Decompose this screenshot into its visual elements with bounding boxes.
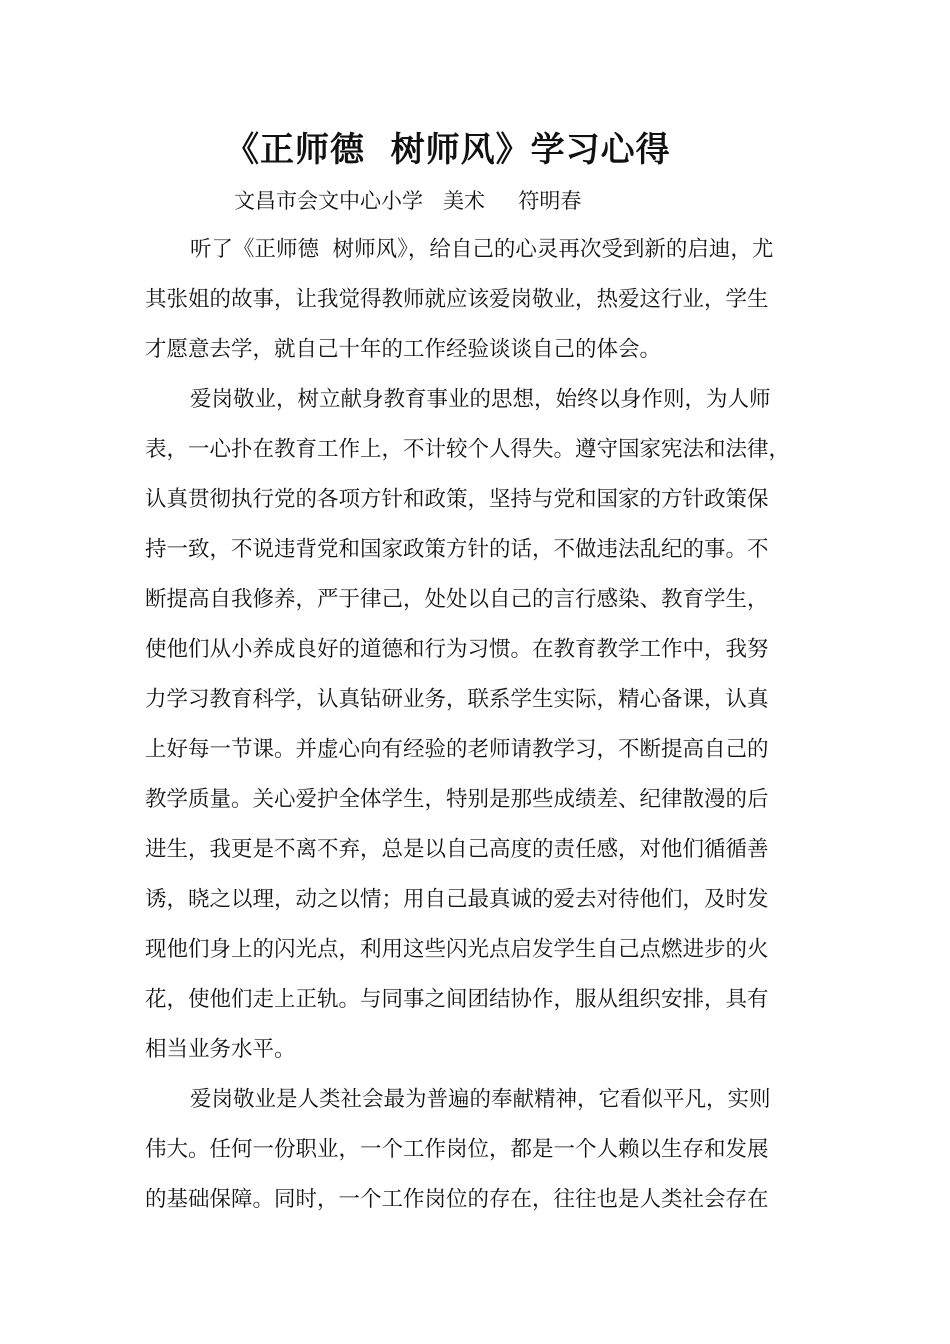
body-line: 才愿意去学，就自己十年的工作经验谈谈自己的体会。 (145, 337, 662, 362)
body-line: 诱，晓之以理，动之以情；用自己最真诚的爱去对待他们，及时发 (145, 887, 769, 912)
document-title: 《正师德 树师风》学习心得 (225, 130, 671, 170)
body-line: 上好每一节课。并虚心向有经验的老师请教学习，不断提高自己的 (145, 737, 769, 762)
body-line: 爱岗敬业，树立献身教育事业的思想，始终以身作则，为人师 (190, 387, 771, 412)
body-line: 相当业务水平。 (145, 1037, 296, 1062)
body-line: 其张姐的故事，让我觉得教师就应该爱岗敬业，热爱这行业，学生 (145, 287, 769, 312)
body-line: 的基础保障。同时，一个工作岗位的存在，往往也是人类社会存在 (145, 1187, 769, 1212)
body-line: 教学质量。关心爱护全体学生，特别是那些成绩差、纪律散漫的后 (145, 787, 769, 812)
body-line: 爱岗敬业是人类社会最为普遍的奉献精神，它看似平凡，实则 (190, 1087, 771, 1112)
body-line: 断提高自我修养，严于律己，处处以自己的言行感染、教育学生， (145, 587, 769, 612)
body-line: 持一致，不说违背党和国家政策方针的话，不做违法乱纪的事。不 (145, 537, 769, 562)
body-line: 认真贯彻执行党的各项方针和政策，坚持与党和国家的方针政策保 (145, 487, 769, 512)
body-line: 现他们身上的闪光点，利用这些闪光点启发学生自己点燃进步的火 (145, 937, 769, 962)
body-line: 听了《正师德 树师风》，给自己的心灵再次受到新的启迪，尤 (190, 237, 774, 262)
body-line: 使他们从小养成良好的道德和行为习惯。在教育教学工作中，我努 (145, 637, 769, 662)
body-line: 力学习教育科学，认真钻研业务，联系学生实际，精心备课，认真 (145, 687, 769, 712)
body-line: 花，使他们走上正轨。与同事之间团结协作，服从组织安排，具有 (145, 987, 769, 1012)
body-line: 表，一心扑在教育工作上，不计较个人得失。遵守国家宪法和法律， (145, 437, 791, 462)
author-byline: 文昌市会文中心小学 美术 符明春 (234, 189, 582, 213)
body-line: 进生，我更是不离不弃，总是以自己高度的责任感，对他们循循善 (145, 837, 769, 862)
body-line: 伟大。任何一份职业，一个工作岗位，都是一个人赖以生存和发展 (145, 1137, 769, 1162)
